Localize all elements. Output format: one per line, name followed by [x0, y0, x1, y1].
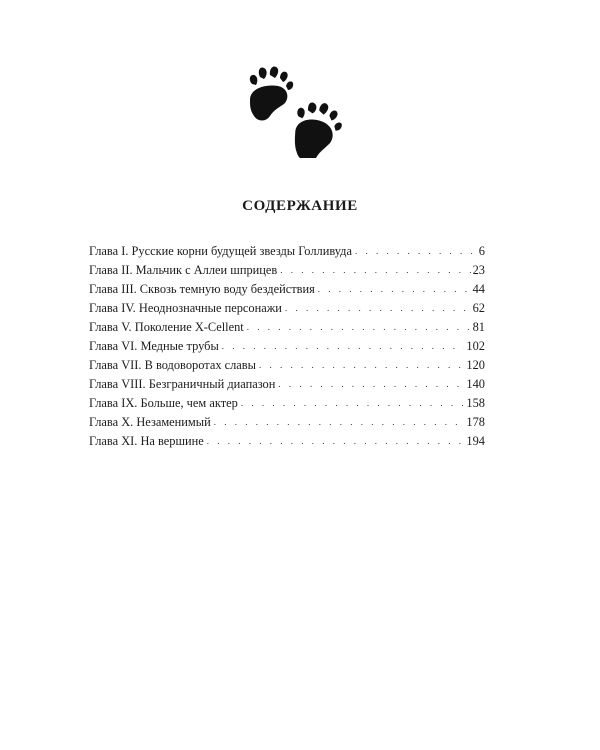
- toc-entry-label: Глава II. Мальчик с Аллеи шприцев: [89, 263, 278, 277]
- toc-entry-page: 62: [472, 301, 485, 315]
- dot-leader: [318, 280, 471, 299]
- toc-entry-label: Глава V. Поколение X-Cellent: [89, 320, 244, 334]
- toc-entry-page: 158: [466, 396, 485, 410]
- dot-leader: [247, 318, 471, 337]
- toc-entry[interactable]: [89, 299, 485, 318]
- toc-entry[interactable]: [89, 356, 485, 375]
- toc-entry-page: 81: [472, 320, 485, 334]
- toc-entry-label: Глава VI. Медные трубы: [89, 339, 219, 353]
- toc-entry-label: Глава X. Незаменимый: [89, 415, 211, 429]
- toc-entry[interactable]: [89, 432, 485, 451]
- toc-entry[interactable]: [89, 413, 485, 432]
- toc-heading: СОДЕРЖАНИЕ: [242, 198, 358, 214]
- toc-entry-label: Глава I. Русские корни будущей звезды Голливуда: [89, 244, 352, 258]
- dot-leader: [207, 432, 465, 451]
- toc-entry[interactable]: [89, 318, 485, 337]
- toc-entry[interactable]: [89, 242, 485, 261]
- toc-entry[interactable]: [89, 375, 485, 394]
- dot-leader: [241, 394, 465, 413]
- toc-entry-page: 178: [466, 415, 485, 429]
- dot-leader: [222, 337, 465, 356]
- toc-entry-label: Глава IX. Больше, чем актер: [89, 396, 238, 410]
- toc-entry-label: Глава VII. В водоворотах славы: [89, 358, 256, 372]
- dot-leader: [355, 242, 477, 261]
- toc-entry-page: 44: [472, 282, 485, 296]
- toc-entry-page: 102: [466, 339, 485, 353]
- dot-leader: [280, 261, 470, 280]
- toc-list: [89, 242, 485, 451]
- toc-entry[interactable]: [89, 261, 485, 280]
- toc-entry-page: 6: [478, 244, 485, 258]
- dot-leader: [278, 375, 464, 394]
- toc-entry[interactable]: [89, 394, 485, 413]
- toc-entry-label: Глава XI. На вершине: [89, 434, 204, 448]
- toc-entry-page: 120: [466, 358, 485, 372]
- toc-entry-page: 140: [466, 377, 485, 391]
- dot-leader: [214, 413, 465, 432]
- toc-entry-page: 23: [472, 263, 485, 277]
- toc-entry[interactable]: [89, 337, 485, 356]
- toc-entry-label: Глава III. Сквозь темную воду бездействия: [89, 282, 315, 296]
- toc-entry[interactable]: [89, 280, 485, 299]
- bear-paw-prints-icon: [240, 58, 350, 158]
- dot-leader: [259, 356, 464, 375]
- toc-entry-page: 194: [466, 434, 485, 448]
- dot-leader: [285, 299, 471, 318]
- toc-entry-label: Глава VIII. Безграничный диапазон: [89, 377, 276, 391]
- toc-entry-label: Глава IV. Неоднозначные персонажи: [89, 301, 282, 315]
